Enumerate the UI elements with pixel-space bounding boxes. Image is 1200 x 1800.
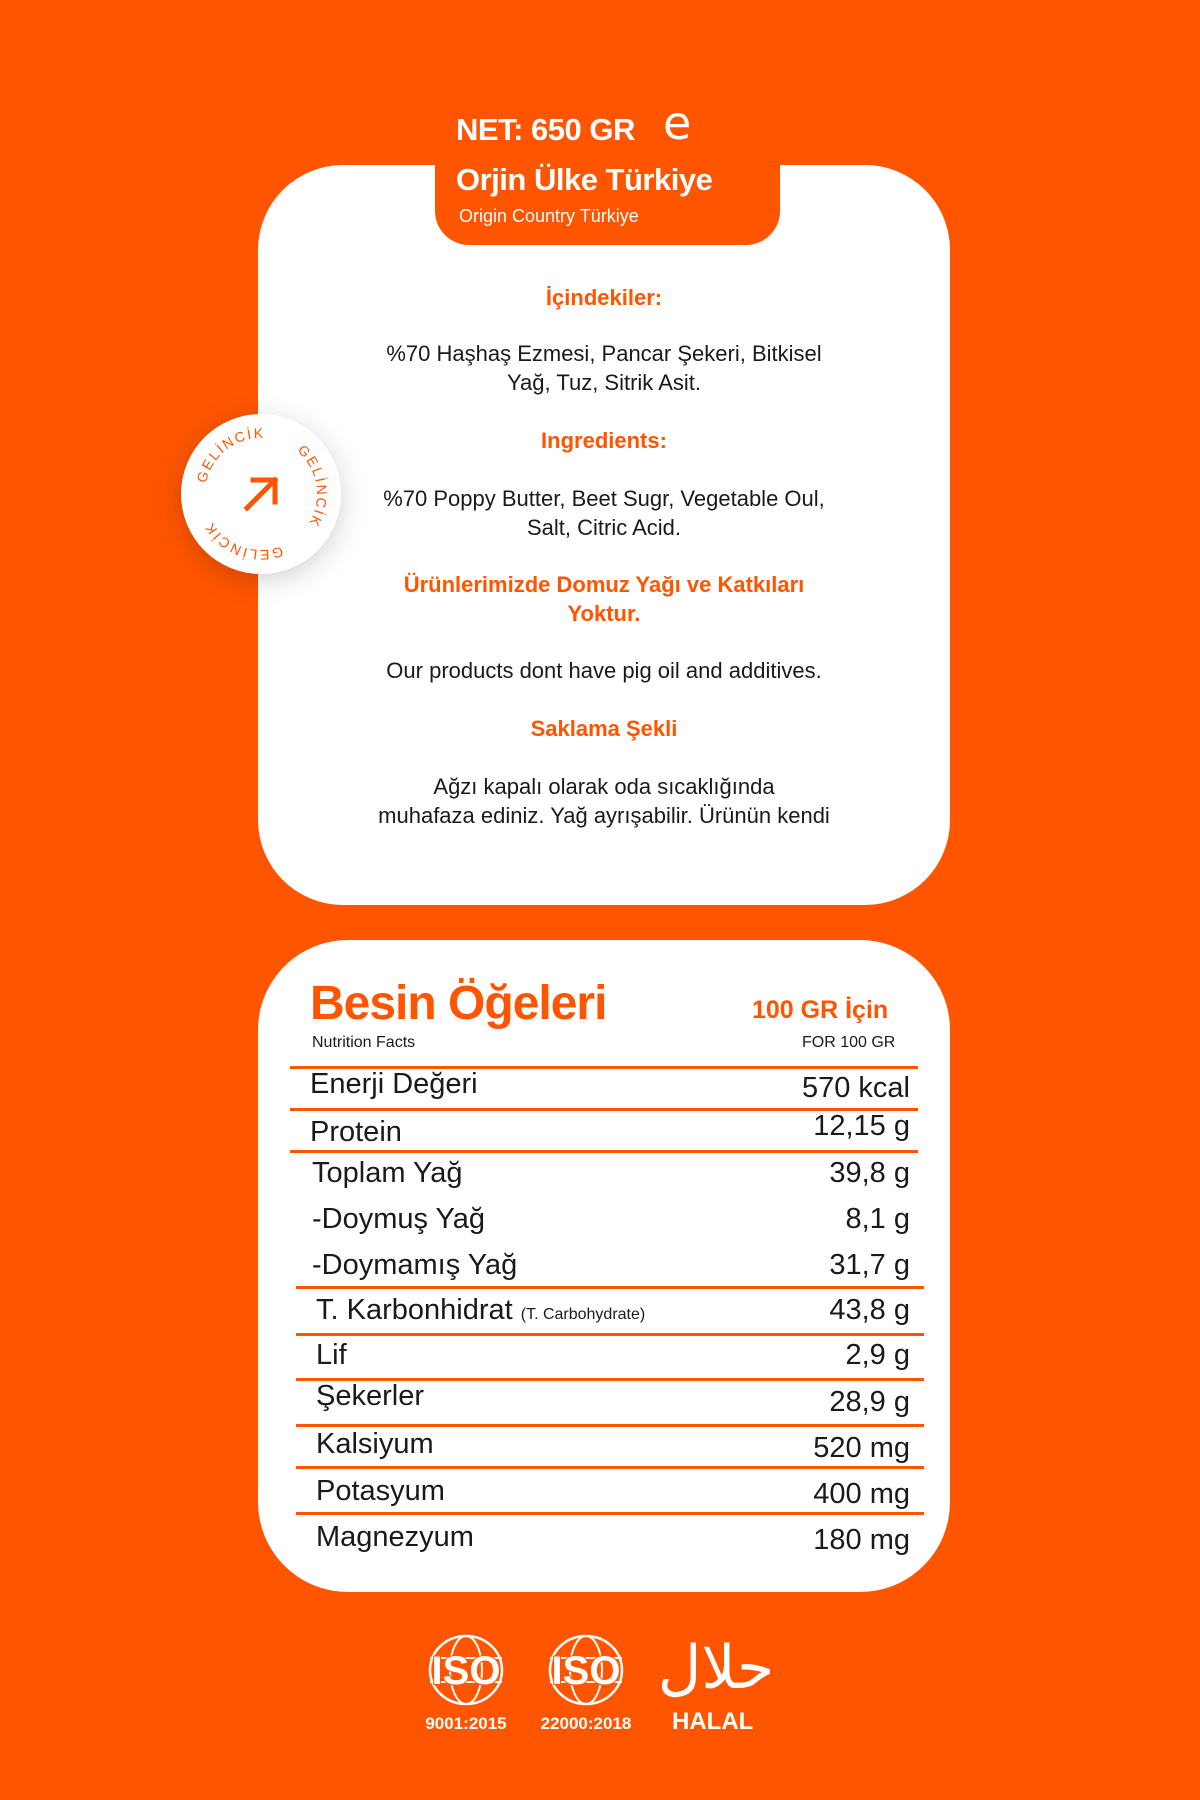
table-row-value: 43,8 g: [829, 1294, 910, 1326]
table-rule: [296, 1333, 924, 1336]
arrow-up-right-icon: [247, 480, 275, 508]
ingredients-title-tr: İçindekiler:: [545, 285, 663, 310]
table-row-value: 39,8 g: [829, 1157, 910, 1189]
table-row-value: 8,1 g: [845, 1203, 910, 1235]
table-row-value: 31,7 g: [829, 1249, 910, 1281]
table-row-value: 2,9 g: [845, 1339, 910, 1371]
badge-ring-text-1: GELİNCİK: [193, 424, 266, 485]
table-row-label: Lif: [316, 1339, 347, 1371]
table-row-value: 12,15 g: [813, 1110, 910, 1142]
table-row-value: 520 mg: [813, 1432, 910, 1464]
badge-ring-text-3: GELİNCİK: [200, 518, 285, 564]
nutrition-subtitle: Nutrition Facts: [312, 1034, 416, 1051]
table-row-label: Enerji Değeri: [310, 1068, 478, 1100]
table-row-label: [316, 1294, 645, 1327]
table-row-value: 400 mg: [813, 1478, 910, 1510]
globe-icon: [540, 1632, 632, 1722]
badge-ring-svg: [181, 414, 341, 574]
storage-text-2: muhafaza ediniz. Yağ ayrışabilir. Ürünün kendi: [378, 803, 830, 828]
iso-9001-logo: [420, 1632, 512, 1722]
storage-title: Saklama Şekli: [530, 716, 678, 741]
ingredients-title-en: Ingredients:: [541, 428, 667, 453]
carbohydrate-note: (T. Carbohydrate): [520, 1306, 646, 1323]
iso-22000-logo: [540, 1632, 632, 1722]
iso-9001-code: 9001:2015: [425, 1714, 507, 1733]
notice-text-en: Our products dont have pig oil and additives.: [386, 658, 822, 683]
table-row-label: -Doymuş Yağ: [312, 1203, 485, 1235]
table-rule: [296, 1286, 924, 1289]
notice-title-1: Ürünlerimizde Domuz Yağı ve Katkıları: [403, 572, 805, 597]
table-row-label: Kalsiyum: [316, 1428, 434, 1460]
carbohydrate-label: T. Karbonhidrat: [316, 1294, 513, 1326]
ingredients-text-tr-1: %70 Haşhaş Ezmesi, Pancar Şekeri, Bitkisel: [386, 341, 822, 366]
table-row-label: Protein: [310, 1116, 402, 1148]
iso-mark-2: ISO: [551, 1649, 621, 1693]
globe-icon: [420, 1632, 512, 1722]
table-row-label: Magnezyum: [316, 1521, 474, 1553]
notice-title-2: Yoktur.: [567, 601, 641, 626]
ingredients-text-en-1: %70 Poppy Butter, Beet Sugr, Vegetable Oul,: [383, 486, 825, 511]
table-row-label: Şekerler: [316, 1380, 424, 1412]
net-weight: NET: 650 GR: [456, 112, 635, 147]
table-row-label: -Doymamış Yağ: [312, 1249, 518, 1281]
nutrition-title: Besin Öğeleri: [310, 977, 607, 1030]
table-rule: [296, 1512, 924, 1515]
table-row-label: Potasyum: [316, 1475, 445, 1507]
table-rule: [290, 1150, 918, 1153]
table-rule: [296, 1424, 924, 1427]
table-row-label: Toplam Yağ: [312, 1157, 463, 1189]
storage-text-1: Ağzı kapalı olarak oda sıcaklığında: [433, 774, 775, 799]
table-row-value: 570 kcal: [801, 1072, 910, 1104]
badge-ring-text-2: GELİNCİK: [294, 441, 331, 531]
table-row-value: 28,9 g: [829, 1386, 910, 1418]
halal-text: HALAL: [672, 1708, 754, 1735]
gelincik-badge: [181, 414, 341, 574]
iso-22000-code: 22000:2018: [540, 1714, 632, 1733]
ingredients-text-tr-2: Yağ, Tuz, Sitrik Asit.: [507, 370, 701, 395]
table-rule: [296, 1466, 924, 1469]
ingredients-text-en-2: Salt, Citric Acid.: [526, 515, 682, 540]
halal-arabic-logo: حلال: [657, 1633, 775, 1703]
iso-mark-1: ISO: [431, 1649, 501, 1693]
nutrition-per-subtitle: FOR 100 GR: [802, 1034, 896, 1051]
nutrition-per-title: 100 GR İçin: [752, 996, 889, 1024]
table-row-value: 180 mg: [813, 1524, 910, 1556]
estimated-sign-icon: e: [663, 96, 692, 150]
origin-country-tr: Orjin Ülke Türkiye: [456, 162, 713, 197]
origin-country-en: Origin Country Türkiye: [459, 206, 639, 226]
